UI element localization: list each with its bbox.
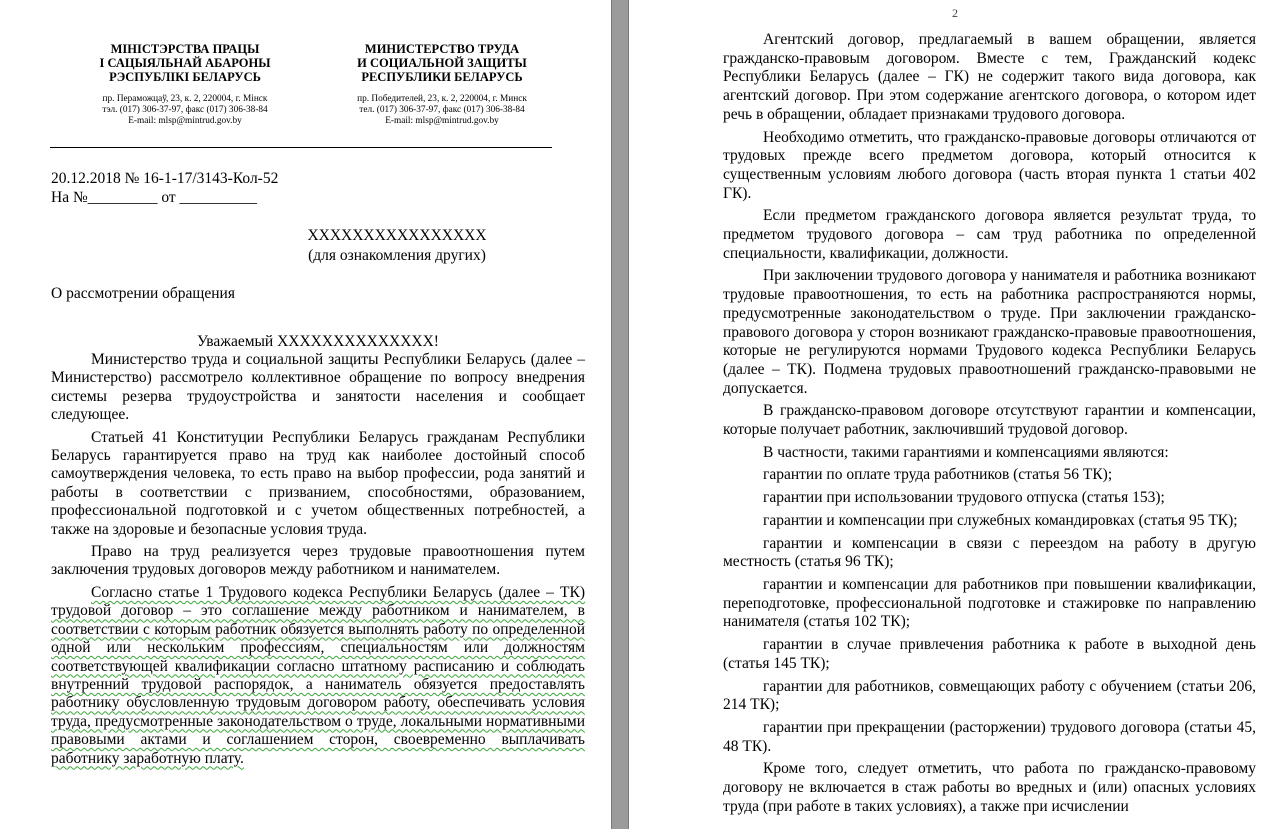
addressee-block xyxy=(300,226,494,266)
list-item: гарантии для работников, совмещающих работу с обучением (статьи 206, 214 ТК); xyxy=(723,677,1256,714)
list-item: гарантии и компенсации при служебных командировках (статья 95 ТК); xyxy=(763,511,1238,529)
paragraph: Необходимо отметить, что гражданско-правовые договоры отличаются от трудовых прежде всего предметом договора, который относится к существенным условиям любого договора (часть вторая пункта 1 статьи 402 ГК). xyxy=(723,128,1256,202)
ministry-header-russian xyxy=(322,42,562,127)
list-item: гарантии в случае привлечения работника к работе в выходной день (статья 145 ТК); xyxy=(723,636,1256,672)
header-ru-addr3: E-mail: mlsp@mintrud.gov.by xyxy=(385,116,499,126)
list-item: гарантии и компенсации в связи с переездом на работу в другую местность (статья 96 ТК); xyxy=(723,534,1256,571)
header-ru-addr1: пр. Победителей, 23, к. 2, 220004, г. Минск xyxy=(357,94,527,104)
header-by-address xyxy=(60,94,310,127)
document-page-2 xyxy=(628,0,1280,829)
page-number: 2 xyxy=(952,6,958,20)
header-ru-address xyxy=(322,94,562,127)
list-item: гарантии по оплате труда работников (статья 56 ТК); xyxy=(763,466,1113,484)
paragraph: Министерство труда и социальной защиты Республики Беларусь (далее – Министерство) рассмотрело коллективное обращение по вопросу внедрения системы резерва трудоустройства и занятости населения и сообщает следующее. xyxy=(51,351,585,424)
header-by-line3: РЭСПУБЛІКІ БЕЛАРУСЬ xyxy=(109,70,261,84)
header-by-line2: І САЦЫЯЛЬНАЙ АБАРОНЫ xyxy=(99,56,271,70)
reference-line: На №_________ от __________ xyxy=(51,189,258,206)
header-ru-addr2: тел. (017) 306-37-97, факс (017) 306-38-84 xyxy=(359,105,525,115)
registration-number: 20.12.2018 № 16-1-17/3143-Кол-52 xyxy=(51,170,279,187)
paragraph: Если предметом гражданского договора является результат труда, то предметом трудового договора – сам труд работника по определенной специальности, квалификации, должности. xyxy=(723,207,1256,262)
addressee-name: ХХХХХХХХХХХХХХХХ xyxy=(307,227,487,244)
header-ru-line1: МИНИСТЕРСТВО ТРУДА xyxy=(364,42,520,56)
header-divider xyxy=(50,147,552,148)
header-ru-line3: РЕСПУБЛИКИ БЕЛАРУСЬ xyxy=(361,70,523,84)
header-ru-line2: И СОЦИАЛЬНОЙ ЗАЩИТЫ xyxy=(357,56,527,70)
letter-body-page-1 xyxy=(51,351,585,772)
letter-body-page-2 xyxy=(723,31,1256,820)
list-intro: В частности, такими гарантиями и компенсациями являются: xyxy=(763,443,1169,461)
paragraph: Статьей 41 Конституции Республики Беларусь гражданам Республики Беларусь гарантируется право на труд как наиболее достойный способ самоутверждения человека, то есть право на выбор профессии, рода занятий и работы в соответствии с призванием, способностями, образованием, профессиональной подготовкой и с учетом общественных потребностей, а также на здоровые и безопасные условия труда. xyxy=(51,428,585,538)
list-item: гарантии при использовании трудового отпуска (статья 153); xyxy=(763,489,1165,507)
header-by-addr1: пр. Пераможцаў, 23, к. 2, 220004, г. Мінск xyxy=(102,94,268,104)
paragraph: Кроме того, следует отметить, что работа по гражданско-правовому договору не включается в стаж работы во вредных и (или) опасных условиях труда (при работе в таких условиях), а также при исчислении xyxy=(723,760,1256,815)
header-by-line1: МІНІСТЭРСТВА ПРАЦЫ xyxy=(110,42,260,56)
letter-greeting: Уважаемый ХХХХХХХХХХХХХХ! xyxy=(197,333,439,350)
addressee-note: (для ознакомления других) xyxy=(308,247,486,264)
paragraph: При заключении трудового договора у нанимателя и работника возникают трудовые правоотношения, то есть на работника распространяются нормы, предусмотренные законодательством о труде. При заключении гражданско-правового договора у сторон возникают гражданско-правовые правоотношения, которые не регулируются нормами Трудового кодекса Республики Беларусь (далее – ТК). Подмена трудовых правоотношений гражданско-правовыми не допускается. xyxy=(723,267,1256,397)
list-item: гарантии и компенсации для работников при повышении квалификации, переподготовке, профессиональной подготовке и стажировке по направлению нанимателя (статья 102 ТК); xyxy=(723,575,1256,631)
header-by-addr3: E-mail: mlsp@mintrud.gov.by xyxy=(128,116,242,126)
list-item: гарантии при прекращении (расторжении) трудового договора (статьи 45, 48 ТК). xyxy=(723,718,1256,755)
paragraph: В гражданско-правовом договоре отсутствуют гарантии и компенсации, которые получает работник, заключивший трудовой договор. xyxy=(723,402,1256,439)
paragraph-grammar-flagged: Согласно статье 1 Трудового кодекса Республики Беларусь (далее – ТК) трудовой договор – это соглашение между работником и нанимателем, в соответствии с которым работник обязуется выполнять работу по определенной одной или нескольким профессиям, специальностям или должностям соответствующей квалификации согласно штатному расписанию и соблюдать внутренний трудовой распорядок, а наниматель обязуется предоставлять работнику обусловленную трудовым договором работу, обеспечивать условия труда, предусмотренные законодательством о труде, локальными нормативными правовыми актами и соглашением сторон, своевременно выплачивать работнику заработную плату. xyxy=(51,583,585,767)
header-by-addr2: тэл. (017) 306-37-97, факс (017) 306-38-84 xyxy=(102,105,268,115)
letter-subject: О рассмотрении обращения xyxy=(51,285,235,302)
document-page-1 xyxy=(0,0,612,829)
ministry-header-belarusian xyxy=(60,42,310,127)
paragraph: Агентский договор, предлагаемый в вашем обращении, является гражданско-правовым договором. Вместе с тем, Гражданский кодекс Республики Беларусь (далее – ГК) не содержит такого вида договора, как агентский договор. При этом содержание агентского договора, о котором идет речь в обращении, обладает признаками трудового договора. xyxy=(723,31,1256,123)
paragraph: Право на труд реализуется через трудовые правоотношения путем заключения трудовых договоров между работником и нанимателем. xyxy=(51,543,585,579)
